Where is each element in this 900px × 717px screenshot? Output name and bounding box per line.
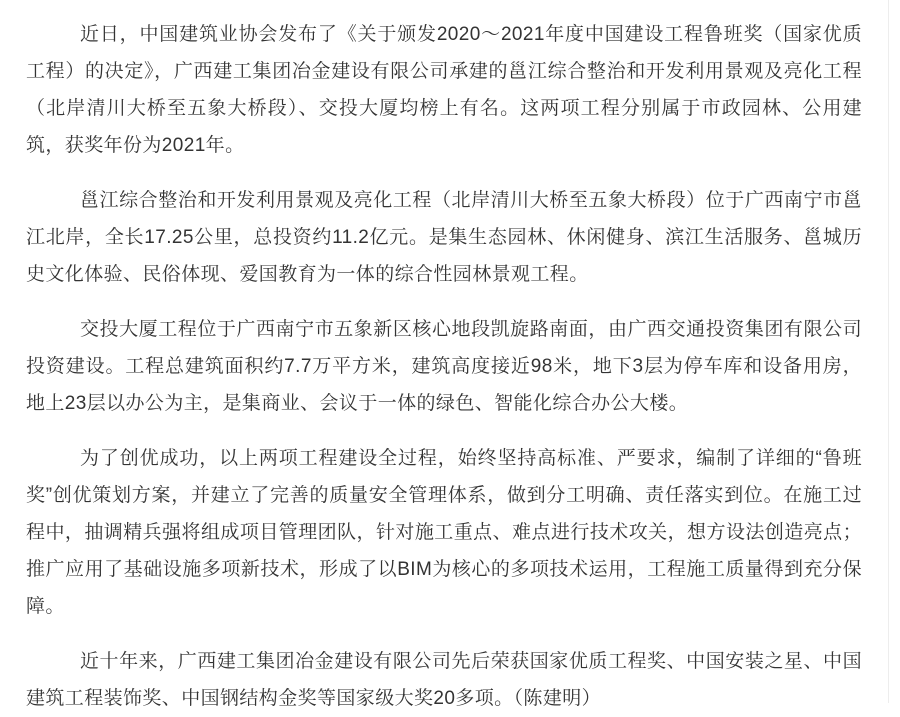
article-paragraph: 为了创优成功，以上两项工程建设全过程，始终坚持高标准、严要求，编制了详细的“鲁班奖”创优策划方案，并建立了完善的质量安全管理体系，做到分工明确、责任落实到位。在施工过程中，抽调精兵强将组成项目管理团队，针对施工重点、难点进行技术攻关，想方设法创造亮点；推广应用了基础设施多项新技术，形成了以BIM为核心的多项技术运用，工程施工质量得到充分保障。 bbox=[26, 448, 862, 617]
page-edge-divider bbox=[888, 0, 889, 703]
article-paragraph: 邕江综合整治和开发利用景观及亮化工程（北岸清川大桥至五象大桥段）位于广西南宁市邕江北岸，全长17.25公里，总投资约11.2亿元。是集生态园林、休闲健身、滨江生活服务、邕城历史文化体验、民俗体现、爱国教育为一体的综合性园林景观工程。 bbox=[26, 190, 862, 285]
article-paragraph: 交投大厦工程位于广西南宁市五象新区核心地段凯旋路南面，由广西交通投资集团有限公司投资建设。工程总建筑面积约7.7万平方米，建筑高度接近98米，地下3层为停车库和设备用房，地上23层以办公为主，是集商业、会议于一体的绿色、智能化综合办公大楼。 bbox=[26, 319, 862, 414]
article-paragraph: 近十年来，广西建工集团冶金建设有限公司先后荣获国家优质工程奖、中国安装之星、中国建筑工程装饰奖、中国钢结构金奖等国家级大奖20多项。（陈建明） bbox=[26, 651, 862, 709]
article-paragraph: 近日，中国建筑业协会发布了《关于颁发2020～2021年度中国建设工程鲁班奖（国家优质工程）的决定》，广西建工集团冶金建设有限公司承建的邕江综合整治和开发利用景观及亮化工程（北岸清川大桥至五象大桥段）、交投大厦均榜上有名。这两项工程分别属于市政园林、公用建筑，获奖年份为2021年。 bbox=[26, 24, 862, 156]
